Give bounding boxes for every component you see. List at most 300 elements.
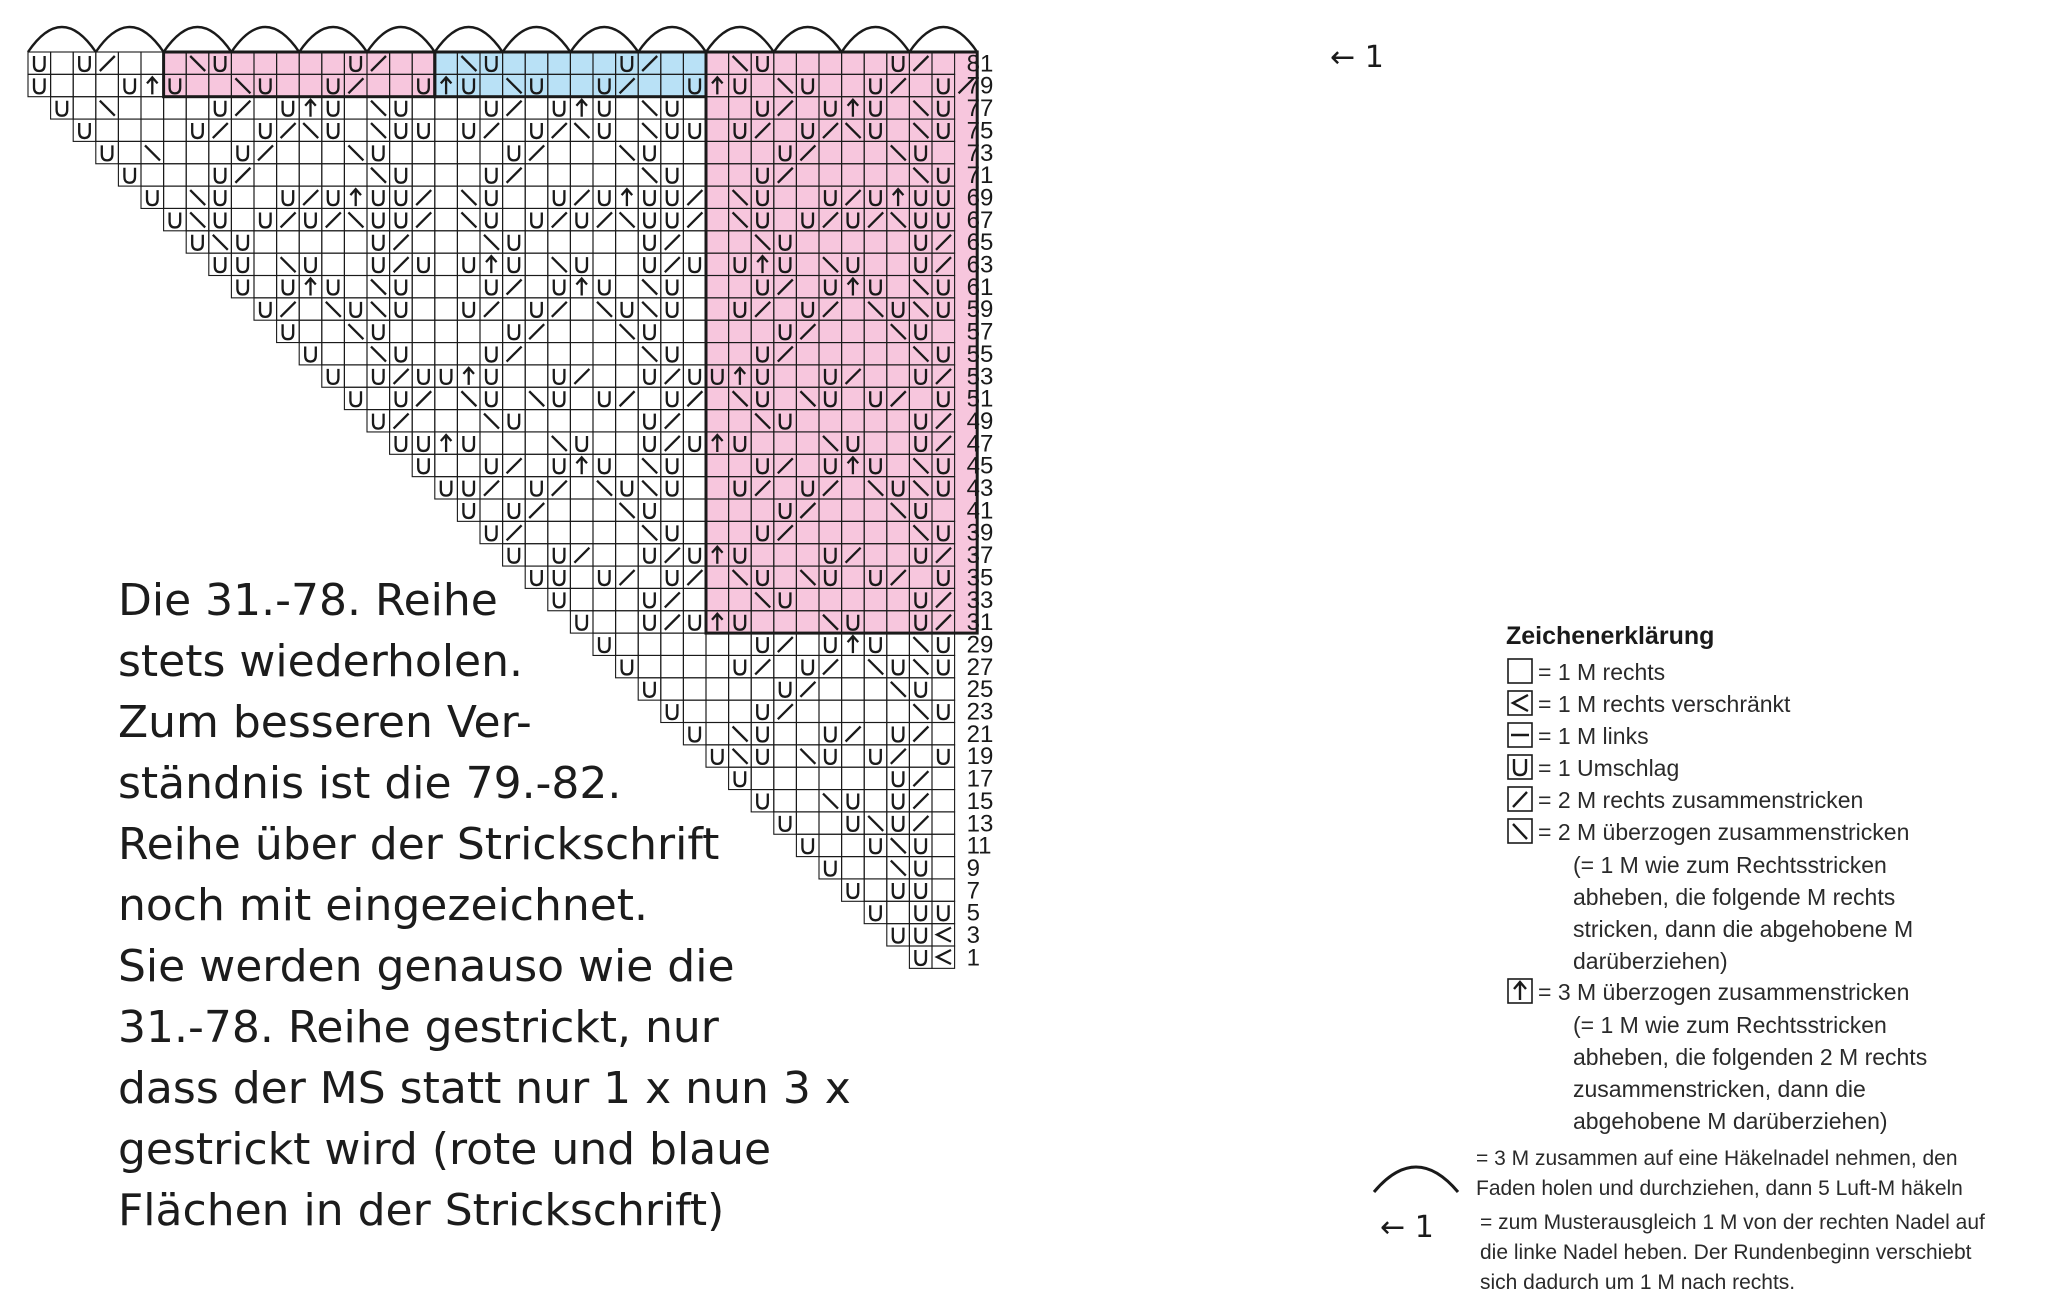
legend-item-detail: darüberziehen) [1573, 948, 1728, 974]
yarn-over-u-icon [622, 302, 633, 317]
grid-cell [344, 343, 367, 365]
grid-cell [525, 544, 548, 566]
grid-cell [616, 119, 639, 141]
legend-item-text: = 3 M überzogen zusammenstricken [1538, 979, 1910, 1005]
ssk-backslash-icon [620, 145, 635, 160]
grid-cell [480, 320, 503, 342]
crochet-arc [842, 27, 910, 52]
yarn-over-u-icon [667, 481, 678, 496]
yarn-over-u-icon [870, 749, 881, 764]
grid-cell [231, 208, 254, 230]
crochet-arc [231, 27, 299, 52]
yarn-over-u-icon [396, 302, 407, 317]
crochet-arc [299, 27, 367, 52]
grid-cell [186, 141, 209, 163]
yarn-over-u-icon [667, 391, 678, 406]
grid-cell [186, 164, 209, 186]
yarn-over-u-icon [689, 436, 700, 451]
grid-cell [525, 231, 548, 253]
legend-item-detail: zusammenstricken, dann die [1573, 1076, 1866, 1102]
yarn-over-u-icon [373, 145, 384, 160]
yarn-over-u-icon [915, 861, 926, 876]
yarn-over-u-icon [644, 145, 655, 160]
row-number: 73 [966, 139, 994, 167]
crochet-note-line: = 3 M zusammen auf eine Häkelnadel nehmen, den [1476, 1147, 1958, 1170]
grid-cell [887, 901, 910, 923]
ssk-backslash-icon [348, 145, 363, 160]
grid-cell [525, 454, 548, 476]
grid-cell [548, 320, 571, 342]
grid-cell [842, 857, 865, 879]
ssk-backslash-icon [145, 145, 160, 160]
grid-cell [299, 231, 322, 253]
grid-cell [435, 387, 458, 409]
yarn-over-u-icon [215, 212, 226, 227]
grid-cell [887, 700, 910, 722]
k2tog-slash-icon [529, 324, 544, 339]
grid-cell [593, 365, 616, 387]
grid-cell [887, 633, 910, 655]
grid-cell [118, 141, 141, 163]
shift-note-line: = zum Musterausgleich 1 M von der rechten Nadel auf [1480, 1211, 1985, 1234]
grid-cell [661, 141, 684, 163]
yarn-over-u-icon [689, 123, 700, 138]
ssk-backslash-icon [642, 481, 657, 496]
row-number: 27 [966, 653, 994, 681]
grid-cell [570, 298, 593, 320]
yarn-over-u-icon [396, 347, 407, 362]
grid-cell [480, 432, 503, 454]
crochet-note-line: Faden holen und durchziehen, dann 5 Luft-M häkeln [1476, 1177, 1963, 1200]
legend-item-detail: stricken, dann die abgehobene M [1573, 916, 1914, 942]
shift-note-line: die linke Nadel heben. Der Rundenbeginn verschiebt [1480, 1241, 1972, 1264]
legend-item [1506, 657, 2046, 689]
yarn-over-u-icon [237, 145, 248, 160]
grid-cell [412, 410, 435, 432]
k2tog-slash-icon [846, 727, 861, 742]
yarn-over-u-icon [215, 190, 226, 205]
ssk-backslash-icon [574, 123, 589, 138]
row-number: 3 [966, 922, 980, 949]
grid-cell [864, 700, 887, 722]
k2tog-slash-icon [100, 56, 115, 71]
yarn-over-u-icon [486, 280, 497, 295]
k2tog-slash-icon [507, 101, 522, 116]
yarn-over-u-icon [305, 257, 316, 272]
grid-cell [842, 700, 865, 722]
grid-cell [457, 454, 480, 476]
grid-cell [503, 432, 526, 454]
yarn-over-u-icon [486, 101, 497, 116]
grid-cell [842, 767, 865, 789]
yarn-over-u-icon [576, 212, 587, 227]
yarn-over-u-icon [893, 816, 904, 831]
row-number: 33 [966, 586, 994, 614]
yarn-over-u-icon [463, 481, 474, 496]
k2tog-slash-icon [665, 414, 680, 429]
row-number: 65 [966, 229, 994, 257]
grid-cell [118, 97, 141, 119]
grid-cell [435, 231, 458, 253]
grid-cell [683, 141, 706, 163]
grid-cell [683, 499, 706, 521]
grid-cell [344, 231, 367, 253]
k2tog-slash-icon [574, 548, 589, 563]
grid-cell [344, 365, 367, 387]
grid-cell [525, 97, 548, 119]
instruction-line: gestrickt wird (rote und blaue [118, 1124, 772, 1175]
twisted-knit-icon [1506, 689, 1534, 717]
grid-cell [322, 164, 345, 186]
grid-cell [457, 231, 480, 253]
yarn-over-u-icon [237, 235, 248, 250]
yarn-over-u-icon [373, 324, 384, 339]
grid-cell [932, 834, 955, 856]
ssk-backslash-icon [348, 324, 363, 339]
yarn-over-u-icon [260, 123, 271, 138]
yarn-over-u-icon [215, 101, 226, 116]
yarn-over-u-icon [667, 168, 678, 183]
yarn-over-u-icon [848, 794, 859, 809]
yarn-over-u-icon [170, 212, 181, 227]
legend-item-text: = 2 M rechts zusammenstricken [1538, 787, 1864, 813]
yarn-over-u-icon [418, 436, 429, 451]
k2tog-slash-icon [529, 503, 544, 518]
yarn-over-u-icon [102, 145, 113, 160]
grid-cell [457, 343, 480, 365]
grid-cell [164, 141, 187, 163]
yarn-over-u-icon [237, 257, 248, 272]
k2tog-slash-icon [484, 481, 499, 496]
yarn-over-u-icon [373, 369, 384, 384]
yarn-over-u-icon [667, 347, 678, 362]
yarn-over-u-icon [531, 212, 542, 227]
legend-item [1506, 689, 2046, 721]
row-number: 71 [966, 162, 994, 190]
yarn-over-u-icon [893, 883, 904, 898]
yarn-over-u-icon [554, 391, 565, 406]
yarn-over-u-icon [486, 168, 497, 183]
yarn-over-u-icon [328, 280, 339, 295]
grid-cell [616, 544, 639, 566]
k2tog-slash-icon [913, 794, 928, 809]
yarn-over-u-icon [554, 458, 565, 473]
yarn-over-u-icon [396, 391, 407, 406]
grid-cell [909, 745, 932, 767]
row-number: 55 [966, 340, 994, 368]
k2tog-slash-icon [303, 190, 318, 205]
grid-cell [254, 231, 277, 253]
yarn-over-u-icon [373, 190, 384, 205]
yarn-over-u-icon [486, 347, 497, 362]
row-number: 41 [966, 497, 994, 525]
yarn-over-u-icon [554, 101, 565, 116]
grid-cell [344, 97, 367, 119]
yarn-over-u-icon [938, 905, 949, 920]
grid-cell [344, 253, 367, 275]
row-number: 25 [966, 676, 994, 704]
legend-item-text: = 1 Umschlag [1538, 755, 1680, 781]
grid-cell [616, 365, 639, 387]
grid-cell [457, 141, 480, 163]
grid-cell [525, 521, 548, 543]
row-number: 79 [966, 72, 994, 100]
grid-cell [593, 343, 616, 365]
yarn-over-u-icon [531, 123, 542, 138]
grid-cell [593, 253, 616, 275]
cdd-arrow-up-icon [147, 77, 158, 94]
grid-cell [51, 52, 74, 74]
ssk-backslash-icon [913, 659, 928, 674]
grid-cell [435, 410, 458, 432]
cdd-arrow-up-icon [848, 636, 859, 653]
row-number: 63 [966, 251, 994, 279]
crochet-arc [96, 27, 164, 52]
grid-cell [390, 320, 413, 342]
yarn-over-u-icon [644, 212, 655, 227]
legend-title: Zeichenerklärung [1506, 622, 1715, 650]
k2tog-slash-icon [665, 257, 680, 272]
grid-cell [593, 544, 616, 566]
k2tog-slash-icon [507, 168, 522, 183]
legend-item-text: = 2 M überzogen zusammenstricken [1538, 819, 1910, 845]
yarn-over-u-icon [938, 659, 949, 674]
yarn-over-u-icon [418, 123, 429, 138]
yarn-over-u-icon [509, 414, 520, 429]
grid-cell [322, 320, 345, 342]
k2tog-slash-icon [665, 436, 680, 451]
instruction-text [118, 570, 851, 1241]
grid-cell [435, 119, 458, 141]
yarn-over-u-icon [283, 190, 294, 205]
yarn-over-u-icon [396, 212, 407, 227]
crochet-arc [706, 27, 774, 52]
grid-cell [683, 231, 706, 253]
grid-cell [322, 231, 345, 253]
yarn-over-u-icon [305, 212, 316, 227]
grid-cell [593, 141, 616, 163]
row-number: 35 [966, 564, 994, 592]
instruction-line: Zum besseren Ver- [118, 697, 532, 748]
k2tog-slash-icon [394, 235, 409, 250]
grid-cell [842, 678, 865, 700]
grid-cell [593, 231, 616, 253]
grid-cell [570, 499, 593, 521]
k2tog-slash-icon [326, 212, 341, 227]
yarn-over-u-icon [463, 123, 474, 138]
grid-cell [457, 164, 480, 186]
grid-cell [209, 141, 232, 163]
row-number: 29 [966, 631, 994, 659]
row-number: 49 [966, 407, 994, 435]
k2tog-slash-icon [484, 302, 499, 317]
yarn-over-u-icon [509, 548, 520, 563]
shift-note [1480, 1208, 1985, 1298]
grid-cell [683, 477, 706, 499]
yarn-over-u-icon [938, 749, 949, 764]
grid-cell [164, 97, 187, 119]
k2tog-slash-icon [665, 548, 680, 563]
yarn-over-u-icon [915, 883, 926, 898]
grid-cell [570, 231, 593, 253]
yarn-over-u-icon [893, 928, 904, 943]
cdd-arrow-up-icon [576, 457, 587, 474]
crochet-arc [164, 27, 232, 52]
grid-cell [141, 164, 164, 186]
ssk-backslash-icon [642, 347, 657, 362]
shift-marker-label: 1 [1414, 1210, 1434, 1245]
yarn-over-u-icon [667, 280, 678, 295]
yarn-over-u-icon [644, 324, 655, 339]
yarn-over-u-icon [486, 525, 497, 540]
row-number: 7 [966, 877, 980, 905]
k2tog-slash-icon [687, 391, 702, 406]
legend-item-detail: abheben, die folgenden 2 M rechts [1573, 1044, 1928, 1070]
grid-cell [435, 141, 458, 163]
cdd-arrow-up-icon [305, 279, 316, 296]
grid-cell [254, 97, 277, 119]
ssk-backslash-icon [642, 302, 657, 317]
cdd-arrow-up-icon [576, 279, 587, 296]
k2tog-slash-icon [258, 145, 273, 160]
grid-cell [525, 410, 548, 432]
ssk-backslash-icon [371, 302, 386, 317]
row-number: 59 [966, 296, 994, 324]
grid-cell [864, 767, 887, 789]
yarn-over-u-icon [57, 101, 68, 116]
grid-cell [932, 812, 955, 834]
grid-cell [344, 119, 367, 141]
ssk-backslash-icon [303, 123, 318, 138]
grid-cell [254, 276, 277, 298]
top-marker [1330, 40, 1384, 75]
crochet-arc [638, 27, 706, 52]
row-number: 39 [966, 519, 994, 547]
crochet-arc [367, 27, 435, 52]
yarn-over-u-icon [441, 481, 452, 496]
yarn-over-u-icon [486, 458, 497, 473]
k2tog-slash-icon [687, 212, 702, 227]
grid-cell [683, 164, 706, 186]
grid-cell [164, 119, 187, 141]
grid-cell [141, 97, 164, 119]
grid-cell [96, 119, 119, 141]
yarn-over-u-icon [486, 391, 497, 406]
grid-cell [683, 410, 706, 432]
ssk-backslash-icon [620, 324, 635, 339]
grid-cell [164, 164, 187, 186]
ssk-backslash-icon [642, 101, 657, 116]
grid-cell [254, 164, 277, 186]
k2tog-slash-icon [213, 123, 228, 138]
yarn-over-u-icon [599, 391, 610, 406]
grid-cell [254, 253, 277, 275]
k2tog-slash-icon [620, 391, 635, 406]
cdd-arrow-up-icon [576, 100, 587, 117]
grid-cell [322, 253, 345, 275]
yarn-over-u-icon [350, 391, 361, 406]
k2tog-slash-icon [687, 190, 702, 205]
yarn-over-u-icon [870, 905, 881, 920]
grid-cell [231, 119, 254, 141]
grid-cell [842, 655, 865, 677]
yarn-over-u-icon [260, 212, 271, 227]
grid-cell [322, 141, 345, 163]
instruction-line: Sie werden genauso wie die [118, 941, 735, 992]
grid-cell [864, 723, 887, 745]
grid-cell [932, 857, 955, 879]
grid-cell [932, 879, 955, 901]
grid-cell [412, 298, 435, 320]
grid-cell [457, 276, 480, 298]
grid-cell [932, 723, 955, 745]
grid-cell [322, 343, 345, 365]
cdd-arrow-up-icon [486, 256, 497, 273]
yarn-over-u-icon [237, 280, 248, 295]
grid-cell [254, 186, 277, 208]
yarn-over-u-icon [644, 235, 655, 250]
ssk-backslash-icon [642, 123, 657, 138]
grid-cell [864, 790, 887, 812]
grid-cell [73, 74, 96, 96]
yarn-over-u-icon [215, 257, 226, 272]
grid-cell [570, 410, 593, 432]
k2tog-slash-icon [507, 525, 522, 540]
yarn-over-u-icon [893, 659, 904, 674]
grid-cell [616, 164, 639, 186]
yarn-over-u-icon [689, 548, 700, 563]
yarn-over-u-icon [328, 123, 339, 138]
row-number: 23 [966, 698, 994, 726]
grid-cell [842, 745, 865, 767]
ssk-backslash-icon [642, 458, 657, 473]
grid-cell [503, 186, 526, 208]
row-number: 37 [966, 542, 994, 570]
legend-item [1506, 977, 2046, 1007]
grid-cell [525, 276, 548, 298]
grid-cell [51, 74, 74, 96]
yarn-over-u-icon [373, 414, 384, 429]
yarn-over-u-icon [34, 78, 45, 93]
yarn-over-u-icon [1506, 753, 1534, 781]
yarn-over-u-icon [667, 458, 678, 473]
grid-cell [457, 320, 480, 342]
ssk-backslash-icon [461, 190, 476, 205]
legend-item-detail: abgehobene M darüberziehen) [1573, 1108, 1888, 1134]
yarn-over-u-icon [486, 369, 497, 384]
grid-cell [503, 365, 526, 387]
ssk-backslash-icon [552, 436, 567, 451]
ssk-backslash-icon [326, 302, 341, 317]
instruction-line: ständnis ist die 79.-82. [118, 758, 622, 809]
k2tog-slash-icon [416, 190, 431, 205]
grid-cell [683, 97, 706, 119]
row-number: 67 [966, 206, 994, 234]
grid-cell [548, 231, 571, 253]
grid-cell [616, 343, 639, 365]
ssk-backslash-icon [371, 123, 386, 138]
grid-cell [548, 141, 571, 163]
top-marker-label: 1 [1364, 40, 1384, 75]
yarn-over-u-icon [396, 101, 407, 116]
ssk-backslash-icon [348, 212, 363, 227]
row-number: 75 [966, 117, 994, 145]
instruction-line: Reihe über der Strickschrift [118, 819, 720, 870]
k2tog-slash-icon [235, 101, 250, 116]
ssk-backslash-icon [597, 302, 612, 317]
grid-cell [412, 343, 435, 365]
grid-cell [457, 97, 480, 119]
